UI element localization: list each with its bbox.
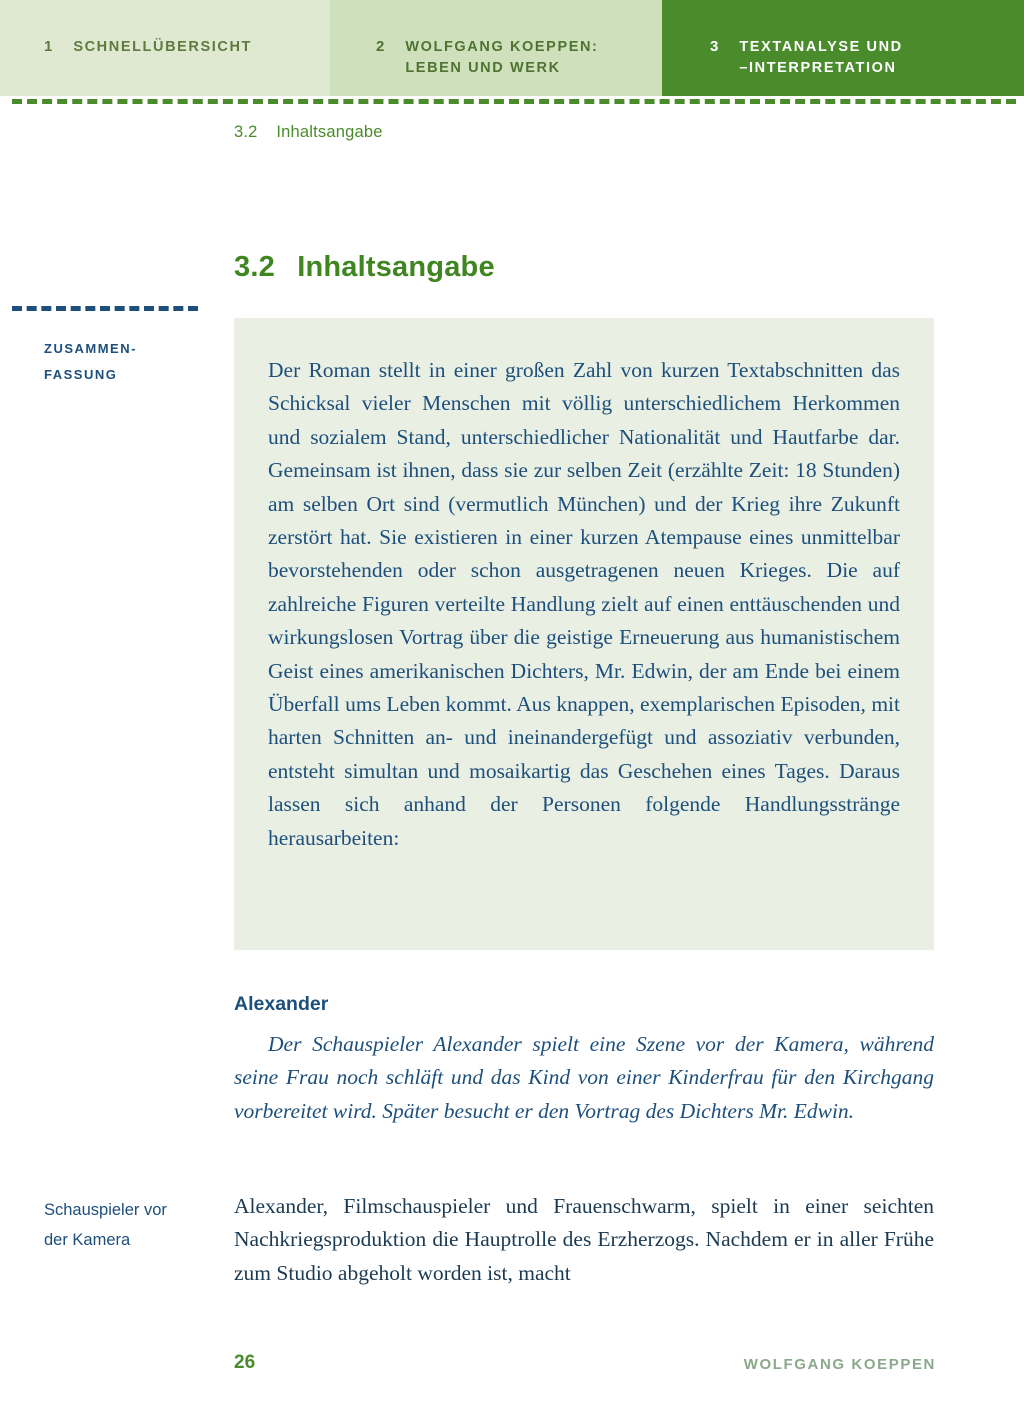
margin-dashed-rule — [12, 306, 198, 311]
body-paragraph: Alexander, Filmschauspieler und Frauenschwarm, spielt in einer seichten Nachkriegsproduktion die Hauptrolle des Erzherzogs. Nachdem er in aller Frühe zum Studio abgeholt worden ist, macht — [234, 1194, 934, 1285]
footer-title: WOLFGANG KOEPPEN — [743, 1356, 936, 1373]
tab-label — [405, 37, 598, 79]
tab-label — [739, 37, 902, 79]
tab-label-line2: –INTERPRETATION — [739, 60, 897, 76]
header-dashed-rule — [12, 99, 1016, 104]
margin-note-line1: Schauspieler vor — [44, 1201, 167, 1219]
chapter-tabbar — [0, 0, 1024, 96]
tab-label-line1: TEXTANALYSE UND — [739, 39, 903, 55]
tab-number: 3 — [710, 38, 720, 55]
page-title — [234, 251, 495, 284]
summary-box — [234, 318, 934, 950]
section-title: Inhaltsangabe — [297, 251, 495, 283]
tab-label: SCHNELLÜBERSICHT — [73, 39, 253, 55]
section-number: 3.2 — [234, 251, 275, 283]
summary-text: Der Roman stellt in einer großen Zahl von kurzen Textabschnitten das Schicksal vieler Menschen mit völlig unterschiedlichem Herkommen und sozialem Stand, unterschiedlicher Nationalität und Hautfarbe dar. Gemeinsam ist ihnen, dass sie zur selben Zeit (erzählte Zeit: 18 Stunden) am selben Ort sind (vermutlich München) und der Krieg ihre Zukunft zerstört hat. Sie existieren in einer kurzen Atempause eines unmittelbar bevorstehenden oder schon ausgetragenen neuen Krieges. Die auf zahlreiche Figuren verteilte Handlung zielt auf einen enttäuschenden und wirkungslosen Vortrag über die geistige Erneuerung aus humanistischem Geist eines amerikanischen Dichters, Mr. Edwin, der am Ende bei einem Überfall ums Leben kommt. Aus knappen, exemplarischen Episoden, mit harten Schnitten an- und ineinandergefügt und assoziativ verbunden, entsteht simultan und mosaikartig das Geschehen eines Tages. Daraus lassen sich anhand der Personen folgende Handlungsstränge herausarbeiten: — [268, 358, 900, 850]
margin-note-zusammenfassung — [44, 336, 224, 388]
tab-number: 1 — [44, 38, 54, 55]
tab-number: 2 — [376, 38, 386, 55]
running-head-title: Inhaltsangabe — [276, 123, 383, 141]
tab-schnelluebersicht[interactable] — [0, 0, 330, 96]
margin-note-line1: ZUSAMMEN- — [44, 341, 137, 356]
running-head — [234, 123, 383, 142]
margin-note-schauspieler — [44, 1195, 224, 1255]
margin-note-line2: der Kamera — [44, 1231, 131, 1249]
tab-label-line1: WOLFGANG KOEPPEN: — [405, 39, 599, 55]
character-heading: Alexander — [234, 993, 329, 1015]
running-head-number: 3.2 — [234, 123, 258, 141]
character-summary-italic: Der Schauspieler Alexander spielt eine Szene vor der Kamera, während seine Frau noch schläft und das Kind von einer Kinderfrau für den Kirchgang vorbereitet wird. Später besucht er den Vortrag des Dichters Mr. Edwin. — [234, 1032, 934, 1123]
tab-textanalyse-interpretation[interactable] — [662, 0, 1024, 96]
tab-leben-und-werk[interactable] — [330, 0, 662, 96]
footer-divider — [12, 1348, 1016, 1350]
page-number: 26 — [234, 1352, 256, 1373]
margin-note-line2: FASSUNG — [44, 367, 118, 382]
tab-label-line2: LEBEN UND WERK — [405, 60, 561, 76]
